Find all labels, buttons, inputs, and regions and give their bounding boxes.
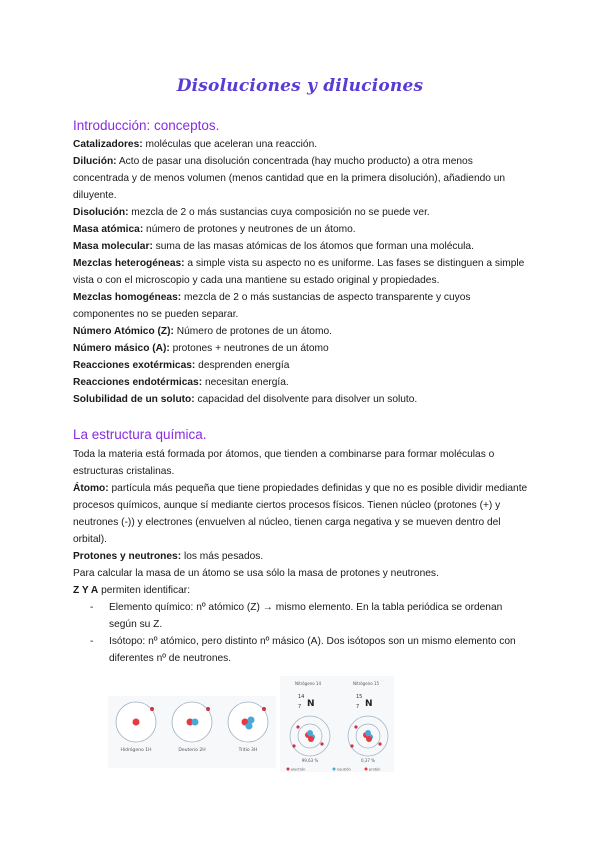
definition-text: mezcla de 2 o más sustancias cuya composición no se puede ver. — [128, 207, 430, 218]
structure-intro: Toda la materia está formada por átomos, que tienden a combinarse para formar moléculas o estructuras cristalinas. — [73, 449, 495, 477]
definition-item — [73, 357, 528, 374]
definition-text: protones + neutrones de un átomo — [169, 343, 329, 354]
tritium-label: Tritio 3H — [238, 748, 258, 753]
n14-atomic-number: 7 — [298, 704, 302, 710]
atom-definition — [73, 480, 528, 548]
definition-term: Dilución: — [73, 156, 117, 167]
definition-item — [73, 255, 528, 289]
definition-item — [73, 391, 528, 408]
definition-term: Masa atómica: — [73, 224, 144, 235]
hydrogen-1-label: Hidrógeno 1H — [120, 748, 152, 753]
pn-term: Protones y neutrones: — [73, 551, 182, 562]
n15-abundance: 0,37 % — [361, 758, 375, 763]
mass-calculation: Para calcular la masa de un átomo se usa sólo la masa de protones y neutrones. — [73, 568, 439, 579]
definition-item — [73, 204, 528, 221]
zya-text: permiten identificar: — [98, 585, 191, 596]
n15-atomic-number: 7 — [356, 704, 360, 710]
definition-text: mezcla de 2 o más sustancias de aspecto transparente y cuyos componentes no se pueden separar. — [73, 292, 471, 320]
deuterium-label: Deuterio 2H — [178, 748, 206, 753]
definition-term: Disolución: — [73, 207, 129, 218]
definition-item — [73, 289, 528, 323]
hydrogen-isotopes-panel — [108, 696, 276, 768]
definition-text: suma de las masas atómicas de los átomos que forman una molécula. — [152, 241, 474, 252]
n14-mass-number: 14 — [298, 694, 305, 700]
definition-text: número de protones y neutrones de un átomo. — [143, 224, 356, 235]
definition-text: Número de protones de un átomo. — [173, 326, 332, 337]
n14-abundance: 99,63 % — [301, 758, 319, 763]
definition-item — [73, 323, 528, 340]
definition-term: Catalizadores: — [73, 139, 143, 150]
deuterium-atom — [172, 702, 212, 742]
list-item-text: Isótopo: nº atómico, pero distinto nº másico (A). Dos isótopos son un mismo elemento con diferentes nº de neutrones. — [109, 636, 516, 664]
atom-term: Átomo: — [73, 483, 109, 494]
list-item — [73, 633, 528, 667]
zya-term: Z Y A — [73, 585, 99, 596]
definition-text: capacidad del disolvente para disolver un soluto. — [194, 394, 418, 405]
list-item — [73, 599, 528, 633]
nitrogen-panel-bg — [280, 676, 394, 772]
legend-neutron: neutrón — [337, 767, 351, 772]
definition-term: Reacciones endotérmicas: — [73, 377, 203, 388]
definition-item — [73, 374, 528, 391]
tritium-atom — [228, 702, 268, 742]
definitions-list — [73, 136, 528, 408]
definition-term: Mezclas homogéneas: — [73, 292, 182, 303]
definition-text: moléculas que aceleran una reacción. — [142, 139, 318, 150]
definition-term: Reacciones exotérmicas: — [73, 360, 196, 371]
legend-proton: protón — [369, 767, 381, 772]
nitrogen-15-label: Nitrógeno 15 — [352, 681, 380, 686]
bullet-dash: - — [90, 602, 94, 613]
isotopes-figure — [108, 676, 394, 772]
structure-section — [73, 446, 528, 667]
definition-item — [73, 136, 528, 153]
definition-text: a simple vista su aspecto no es uniforme. Las fases se distinguen a simple vista o con el microscopio y cada una mantiene su estado original y propiedades. — [73, 258, 525, 286]
definition-term: Masa molecular: — [73, 241, 153, 252]
nitrogen-14-label: Nitrógeno 14 — [294, 681, 322, 686]
atom-text: partícula más pequeña que tiene propiedades definidas y que no es posible dividir mediante procesos químicos, aunque sí mediante ciertos procesos físicos. Tienen núcleo (protones (+) y neutrones (-)) y electrones (envuelven al núcleo, tienen carga negativa y se mueven dentro del orbital). — [73, 483, 528, 545]
definition-text: Acto de pasar una disolución concentrada (hay mucho producto) a otra menos concentrada y de menos volumen (menos cantidad que en la primera disolución), añadiendo un diluyente. — [73, 156, 506, 201]
n15-symbol: N — [365, 699, 373, 709]
list-item-text: Elemento químico: nº atómico (Z) → mismo elemento. En la tabla periódica se ordenan según su Z. — [109, 602, 503, 630]
definition-item — [73, 238, 528, 255]
definition-item — [73, 221, 528, 238]
pn-text: los más pesados. — [181, 551, 264, 562]
n15-mass-number: 15 — [356, 694, 363, 700]
section-heading-structure: La estructura química. — [73, 427, 207, 442]
legend-electron: electrón — [291, 767, 306, 772]
page-title: Disoluciones y diluciones — [176, 76, 424, 96]
definition-item — [73, 153, 528, 204]
protons-neutrons-definition — [73, 548, 528, 565]
definition-term: Número másico (A): — [73, 343, 170, 354]
nitrogen-isotopes-panel — [280, 676, 394, 772]
section-heading-introduction: Introducción: conceptos. — [73, 118, 220, 133]
hydrogen-1-atom — [116, 702, 156, 742]
n14-symbol: N — [307, 699, 315, 709]
definition-term: Solubilidad de un soluto: — [73, 394, 195, 405]
definition-term: Número Atómico (Z): — [73, 326, 174, 337]
definition-text: necesitan energía. — [202, 377, 289, 388]
zya-line — [73, 582, 528, 599]
definition-text: desprenden energía — [195, 360, 290, 371]
definition-item — [73, 340, 528, 357]
bullet-dash: - — [90, 636, 94, 647]
definition-term: Mezclas heterogéneas: — [73, 258, 185, 269]
